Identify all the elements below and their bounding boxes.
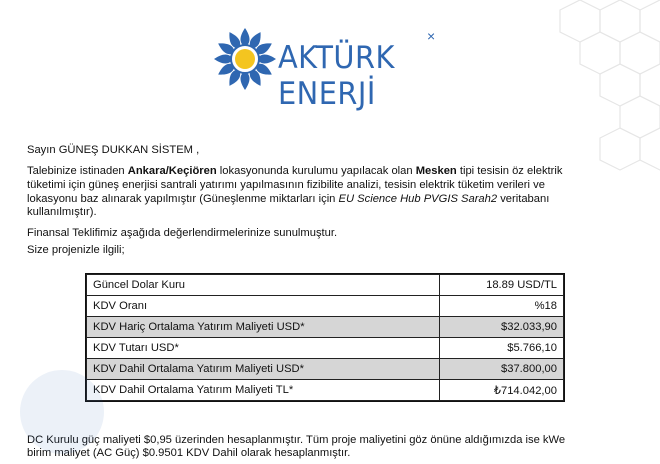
paragraph-intro-line1	[27, 165, 627, 178]
paragraph-intro-line2: tüketimi için güneş enerjisi santrali yatırımı yapılmasının fizibilite analizi, tesisin elektrik tüketim verileri ve	[27, 179, 545, 191]
table-row	[87, 380, 564, 401]
row-value: $37.800,00	[440, 359, 564, 380]
row-value: %18	[440, 296, 564, 317]
paragraph-intro-line4: kullanılmıştır).	[27, 206, 97, 218]
text-run: lokasyonunda kurulumu yapılacak olan	[216, 165, 416, 177]
footer-line1: DC Kurulu güç maliyeti $0,95 üzerinden hesaplanmıştır. Tüm proje maliyetini göz önüne aldığımızda ise kWe	[27, 434, 566, 446]
paragraph-intro-line3	[27, 193, 627, 206]
row-label: KDV Hariç Ortalama Yatırım Maliyeti USD*	[87, 317, 440, 338]
cost-table	[86, 274, 564, 401]
text-run: lokasyonu baz alınarak yapılmıştır (Güneşlenme miktarları için	[27, 193, 339, 205]
row-label: Güncel Dolar Kuru	[87, 275, 440, 296]
row-value: 18.89 USD/TL	[440, 275, 564, 296]
company-logo	[212, 26, 452, 112]
brand-mark: ×	[427, 28, 436, 44]
table-row	[87, 338, 564, 359]
row-label: KDV Tutarı USD*	[87, 338, 440, 359]
location-bold: Ankara/Keçiören	[127, 165, 217, 177]
text-run: Talebinize istinaden	[27, 165, 128, 177]
sun-icon	[212, 26, 278, 92]
row-value: $32.033,90	[440, 317, 564, 338]
table-row	[87, 296, 564, 317]
facility-type-bold: Mesken	[415, 165, 457, 177]
row-value: $5.766,10	[440, 338, 564, 359]
text-run: veritabanı	[497, 193, 550, 205]
table-row	[87, 275, 564, 296]
hexagon-pattern	[530, 0, 660, 190]
row-label: KDV Oranı	[87, 296, 440, 317]
brand-name: AKTÜRK ENERJİ	[278, 40, 395, 112]
source-italic: EU Science Hub PVGIS Sarah2	[338, 193, 498, 205]
footer-line2: birim maliyet (AC Güç) $0.9501 KDV Dahil olarak hesaplanmıştır.	[27, 447, 351, 459]
paragraph-offer: Finansal Teklifimiz aşağıda değerlendirmelerinize sunulmuştur.	[27, 227, 338, 239]
row-label: KDV Dahil Ortalama Yatırım Maliyeti USD*	[87, 359, 440, 380]
row-label: KDV Dahil Ortalama Yatırım Maliyeti TL*	[87, 380, 440, 401]
row-value: ₺714.042,00	[440, 380, 564, 401]
table-row	[87, 359, 564, 380]
table-row	[87, 317, 564, 338]
paragraph-project: Size projenizle ilgili;	[27, 244, 125, 256]
text-run: tipi tesisin öz elektrik	[456, 165, 563, 177]
greeting: Sayın GÜNEŞ DUKKAN SİSTEM ,	[27, 144, 200, 156]
